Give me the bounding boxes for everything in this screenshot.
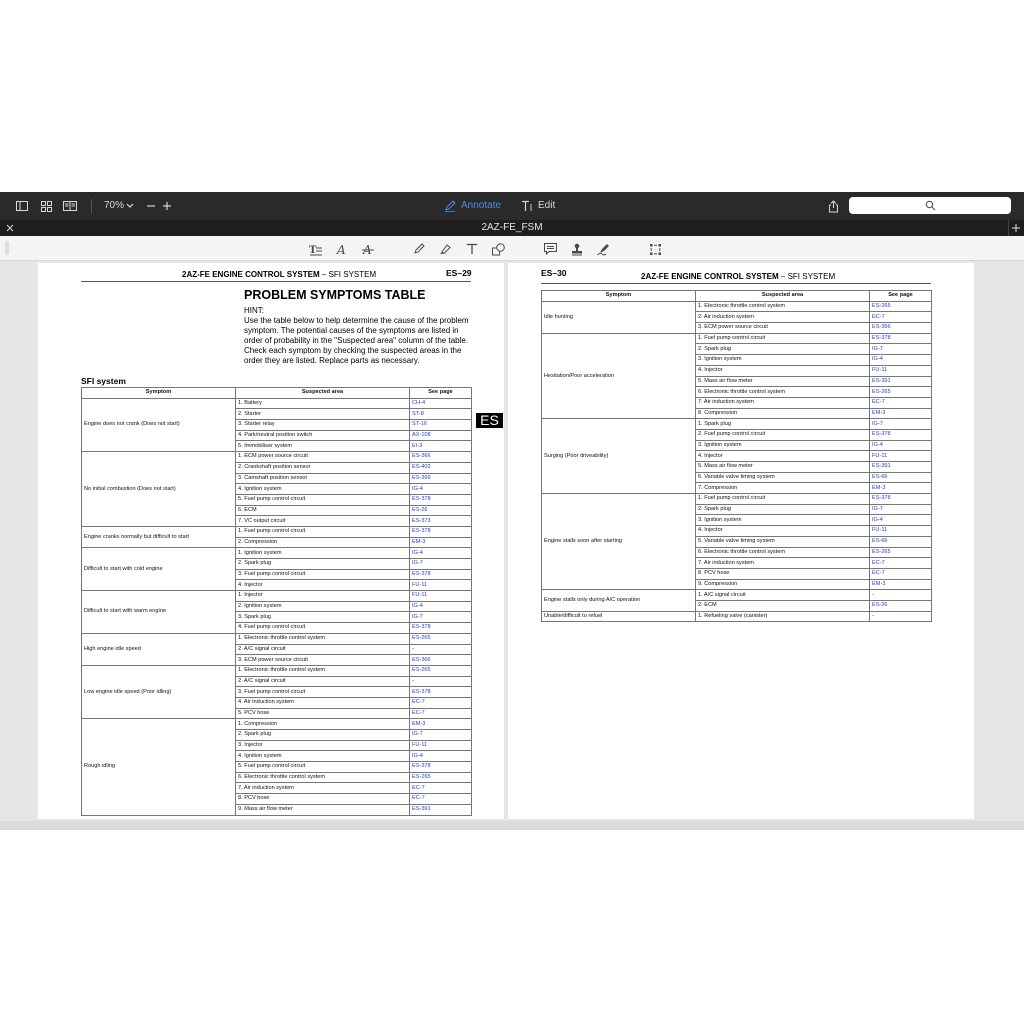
suspected-area-cell: 2. Compression <box>236 537 410 548</box>
see-page-link[interactable]: ES-366 <box>410 452 472 463</box>
zoom-level[interactable]: 70% <box>104 200 125 211</box>
see-page-link[interactable]: ES-265 <box>410 772 472 783</box>
suspected-area-cell: 2. Starter <box>236 409 410 420</box>
suspected-area-cell: 8. PCV hose <box>696 568 870 579</box>
new-tab-plus-icon[interactable] <box>1010 222 1022 234</box>
page-number: ES–30 <box>541 268 567 278</box>
suspected-area-cell: 8. PCV hose <box>236 794 410 805</box>
suspected-area-cell: 3. Spark plug <box>236 612 410 623</box>
suspected-area-cell: 1. A/C signal circuit <box>696 590 870 601</box>
see-page-link[interactable]: EM-3 <box>410 537 472 548</box>
edit-button[interactable] <box>519 192 559 220</box>
signature-icon[interactable] <box>596 242 610 256</box>
font-style-icon[interactable] <box>335 242 349 256</box>
see-page-link[interactable]: ES-265 <box>410 665 472 676</box>
see-page-link[interactable]: EC-7 <box>870 312 932 323</box>
column-header: See page <box>870 291 932 302</box>
suspected-area-cell: 2. Crankshaft position sensor <box>236 462 410 473</box>
toolbar-divider <box>91 199 92 213</box>
table-row <box>82 633 472 644</box>
suspected-area-cell: 3. Fuel pump control circuit <box>236 687 410 698</box>
share-icon[interactable] <box>826 199 840 213</box>
see-page-link[interactable]: ES-391 <box>410 804 472 815</box>
see-page-cell: - <box>870 611 932 622</box>
suspected-area-cell: 1. Electronic throttle control system <box>696 301 870 312</box>
svg-text:A: A <box>337 242 346 256</box>
pdf-page-left <box>38 263 504 819</box>
suspected-area-cell: 7. Air induction system <box>696 558 870 569</box>
see-page-link[interactable]: ES-378 <box>410 494 472 505</box>
pencil-icon[interactable] <box>412 242 426 256</box>
suspected-area-cell: 7. Air induction system <box>696 397 870 408</box>
see-page-link[interactable]: IG-7 <box>410 730 472 741</box>
suspected-area-cell: 6. Electronic throttle control system <box>236 772 410 783</box>
see-page-link[interactable]: ES-378 <box>410 687 472 698</box>
column-header: Symptom <box>542 291 696 302</box>
see-page-link[interactable]: CH-4 <box>410 398 472 409</box>
suspected-area-cell: 4. Air induction system <box>236 697 410 708</box>
see-page-link[interactable]: ES-265 <box>870 547 932 558</box>
search-icon <box>925 200 936 211</box>
suspected-area-cell: 3. ECM power source circuit <box>236 655 410 666</box>
see-page-link[interactable]: IG-4 <box>870 515 932 526</box>
see-page-link[interactable]: FU-11 <box>410 740 472 751</box>
text-edit-icon <box>520 199 534 213</box>
suspected-area-cell: 7. VC output circuit <box>236 516 410 527</box>
header-separator: – <box>321 270 327 279</box>
suspected-area-cell: 9. Compression <box>696 579 870 590</box>
see-page-link[interactable]: ES-66 <box>870 536 932 547</box>
suspected-area-cell: 3. Starter relay <box>236 420 410 431</box>
header-separator: – <box>780 272 786 281</box>
suspected-area-cell: 1. Electronic throttle control system <box>236 665 410 676</box>
note-comment-icon[interactable] <box>543 242 557 256</box>
see-page-link[interactable]: ES-402 <box>410 462 472 473</box>
see-page-link[interactable]: FU-11 <box>410 580 472 591</box>
suspected-area-cell: 4. Injector <box>696 451 870 462</box>
see-page-link[interactable]: FU-11 <box>870 365 932 376</box>
edit-label: Edit <box>538 200 556 211</box>
see-page-link[interactable]: ES-26 <box>410 505 472 516</box>
symptom-cell: Rough idling <box>82 719 236 815</box>
table-row <box>542 611 932 622</box>
suspected-area-cell: 1. Ignition system <box>236 548 410 559</box>
column-header: See page <box>410 388 472 399</box>
table-row <box>82 548 472 559</box>
pdf-page-right <box>508 263 974 819</box>
pdf-viewer-window <box>0 192 1024 830</box>
see-page-link[interactable]: ES-378 <box>410 526 472 537</box>
hint-label: HINT: <box>244 306 264 315</box>
symptoms-table <box>81 387 472 816</box>
see-page-link[interactable]: EC-7 <box>410 697 472 708</box>
strikethrough-text-icon[interactable] <box>361 242 375 256</box>
see-page-link[interactable]: ES-378 <box>870 333 932 344</box>
shapes-icon[interactable] <box>491 242 505 256</box>
table-row <box>82 452 472 463</box>
symptom-cell: Hesitation/Poor acceleration <box>542 333 696 419</box>
suspected-area-cell: 6. ECM <box>236 505 410 516</box>
sidebar-toggle-icon[interactable] <box>15 199 29 213</box>
markup-toolbar <box>0 236 1024 261</box>
see-page-link[interactable]: EC-7 <box>410 783 472 794</box>
stamp-icon[interactable] <box>570 242 584 256</box>
see-page-link[interactable]: IG-4 <box>870 355 932 366</box>
symptom-cell: Engine stalls only during A/C operation <box>542 590 696 611</box>
suspected-area-cell: 9. Mass air flow meter <box>236 804 410 815</box>
table-row <box>82 591 472 602</box>
symptom-cell: Difficult to start with cold engine <box>82 548 236 591</box>
see-page-link[interactable]: ES-378 <box>870 494 932 505</box>
table-row <box>542 494 932 505</box>
see-page-link[interactable]: IG-4 <box>410 751 472 762</box>
symptom-cell: Difficult to start with warm engine <box>82 591 236 634</box>
see-page-link[interactable]: ES-378 <box>410 762 472 773</box>
table-header-row <box>542 291 932 302</box>
see-page-link[interactable]: IG-4 <box>870 440 932 451</box>
document-title: 2AZ-FE_FSM <box>481 222 543 233</box>
suspected-area-cell: 1. Fuel pump control circuit <box>696 494 870 505</box>
zoom-dropdown-chevron-icon[interactable] <box>123 199 137 213</box>
suspected-area-cell: 2. A/C signal circuit <box>236 644 410 655</box>
symptom-cell: Engine stalls soon after starting <box>542 494 696 590</box>
bottom-scroll-area <box>0 821 1024 830</box>
symptom-cell: Surging (Poor driveability) <box>542 419 696 494</box>
suspected-area-cell: 6. Variable valve timing system <box>696 472 870 483</box>
see-page-link[interactable]: ES-366 <box>870 323 932 334</box>
see-page-link[interactable]: IG-4 <box>410 601 472 612</box>
annotate-button[interactable] <box>441 192 501 220</box>
see-page-link[interactable]: ST-16 <box>410 420 472 431</box>
table-header-row <box>82 388 472 399</box>
suspected-area-cell: 1. Compression <box>236 719 410 730</box>
suspected-area-cell: 1. Battery <box>236 398 410 409</box>
header-subtitle: SFI SYSTEM <box>787 272 836 281</box>
see-page-link[interactable]: EC-7 <box>870 568 932 579</box>
page-header <box>641 272 835 282</box>
suspected-area-cell: 7. Compression <box>696 483 870 494</box>
search-input[interactable] <box>849 197 1011 214</box>
suspected-area-cell: 7. Air induction system <box>236 783 410 794</box>
symptom-cell: No initial combustion (Does not start) <box>82 452 236 527</box>
see-page-link[interactable]: IG-7 <box>870 504 932 515</box>
see-page-link[interactable]: IG-4 <box>410 548 472 559</box>
suspected-area-cell: 3. ECM power source circuit <box>696 323 870 334</box>
page-heading: PROBLEM SYMPTOMS TABLE <box>244 288 426 302</box>
column-header: Suspected area <box>236 388 410 399</box>
suspected-area-cell: 3. Fuel pump control circuit <box>236 569 410 580</box>
table-row <box>82 526 472 537</box>
see-page-link[interactable]: ES-66 <box>870 472 932 483</box>
suspected-area-cell: 2. Fuel pump control circuit <box>696 429 870 440</box>
see-page-link[interactable]: IG-4 <box>410 484 472 495</box>
selection-marquee-icon[interactable] <box>648 242 662 256</box>
symptom-cell: Unable/difficult to refuel <box>542 611 696 622</box>
suspected-area-cell: 2. Ignition system <box>236 601 410 612</box>
column-header: Symptom <box>82 388 236 399</box>
section-title: SFI system <box>81 376 126 386</box>
see-page-link[interactable]: EM-3 <box>870 579 932 590</box>
scroll-left-indicator <box>5 241 9 255</box>
see-page-link[interactable]: ES-391 <box>870 462 932 473</box>
suspected-area-cell: 2. Spark plug <box>696 344 870 355</box>
svg-text:A: A <box>363 242 372 256</box>
suspected-area-cell: 4. Injector <box>696 526 870 537</box>
document-canvas <box>0 261 1024 821</box>
see-page-link[interactable]: ES-265 <box>410 633 472 644</box>
page-header <box>182 270 376 280</box>
table-row <box>542 333 932 344</box>
section-tab-left: ES <box>476 413 503 428</box>
suspected-area-cell: 3. Ignition system <box>696 440 870 451</box>
suspected-area-cell: 5. Fuel pump control circuit <box>236 494 410 505</box>
table-row <box>542 301 932 312</box>
table-row <box>542 590 932 601</box>
zoom-out-icon[interactable] <box>144 199 158 213</box>
see-page-link[interactable]: EC-7 <box>410 794 472 805</box>
suspected-area-cell: 5. Mass air flow meter <box>696 462 870 473</box>
see-page-link[interactable]: EM-3 <box>870 483 932 494</box>
see-page-link[interactable]: IG-7 <box>410 559 472 570</box>
column-header: Suspected area <box>696 291 870 302</box>
suspected-area-cell: 1. Refueling valve (canister) <box>696 611 870 622</box>
pen-icon <box>443 199 457 213</box>
see-page-link[interactable]: AX-108 <box>410 430 472 441</box>
see-page-link[interactable]: ST-8 <box>410 409 472 420</box>
suspected-area-cell: 2. Spark plug <box>236 559 410 570</box>
see-page-link[interactable]: ES-378 <box>870 429 932 440</box>
suspected-area-cell: 1. ECM power source circuit <box>236 452 410 463</box>
suspected-area-cell: 5. Variable valve timing system <box>696 536 870 547</box>
see-page-link[interactable]: EC-7 <box>870 558 932 569</box>
suspected-area-cell: 4. Park/neutral position switch <box>236 430 410 441</box>
table-row <box>82 719 472 730</box>
suspected-area-cell: 4. Injector <box>236 580 410 591</box>
suspected-area-cell: 2. Spark plug <box>236 730 410 741</box>
svg-text:T: T <box>309 244 317 256</box>
suspected-area-cell: 4. Injector <box>696 365 870 376</box>
see-page-link[interactable]: ES-366 <box>410 655 472 666</box>
suspected-area-cell: 3. Ignition system <box>696 355 870 366</box>
see-page-link[interactable]: EM-3 <box>870 408 932 419</box>
thumbnail-grid-icon[interactable] <box>39 199 53 213</box>
see-page-link[interactable]: FU-11 <box>870 451 932 462</box>
see-page-cell: - <box>410 644 472 655</box>
suspected-area-cell: 1. Fuel pump control circuit <box>696 333 870 344</box>
see-page-cell: - <box>870 590 932 601</box>
header-title: 2AZ-FE ENGINE CONTROL SYSTEM <box>182 270 320 279</box>
table-row <box>82 665 472 676</box>
symptoms-table <box>541 290 932 622</box>
suspected-area-cell: 5. Mass air flow meter <box>696 376 870 387</box>
see-page-link[interactable]: ES-399 <box>410 473 472 484</box>
see-page-link[interactable]: FU-11 <box>410 591 472 602</box>
annotate-label: Annotate <box>461 200 502 211</box>
see-page-link[interactable]: ES-378 <box>410 623 472 634</box>
suspected-area-cell: 4. Ignition system <box>236 484 410 495</box>
see-page-link[interactable]: ES-265 <box>870 301 932 312</box>
suspected-area-cell: 8. Compression <box>696 408 870 419</box>
suspected-area-cell: 2. Spark plug <box>696 504 870 515</box>
suspected-area-cell: 2. ECM <box>696 600 870 611</box>
see-page-link[interactable]: ES-26 <box>870 600 932 611</box>
header-rule <box>81 281 471 282</box>
suspected-area-cell: 3. Injector <box>236 740 410 751</box>
suspected-area-cell: 1. Fuel pump control circuit <box>236 526 410 537</box>
see-page-link[interactable]: EC-7 <box>410 708 472 719</box>
main-toolbar <box>0 192 1024 220</box>
header-subtitle: SFI SYSTEM <box>328 270 377 279</box>
suspected-area-cell: 5. PCV hose <box>236 708 410 719</box>
symptom-cell: Low engine idle speed (Poor idling) <box>82 665 236 718</box>
suspected-area-cell: 1. Injector <box>236 591 410 602</box>
suspected-area-cell: 1. Electronic throttle control system <box>236 633 410 644</box>
see-page-link[interactable]: IG-7 <box>410 612 472 623</box>
highlighter-icon[interactable] <box>438 242 452 256</box>
symptom-cell: Engine cranks normally but difficult to start <box>82 526 236 547</box>
suspected-area-cell: 3. Camshaft position sensor <box>236 473 410 484</box>
page-number: ES–29 <box>446 268 472 278</box>
suspected-area-cell: 4. Ignition system <box>236 751 410 762</box>
table-row <box>82 398 472 409</box>
suspected-area-cell: 2. A/C signal circuit <box>236 676 410 687</box>
document-tab-bar <box>0 220 1024 236</box>
see-page-link[interactable]: ES-265 <box>870 387 932 398</box>
see-page-link[interactable]: EC-7 <box>870 397 932 408</box>
see-page-cell: - <box>410 676 472 687</box>
header-title: 2AZ-FE ENGINE CONTROL SYSTEM <box>641 272 779 281</box>
see-page-link[interactable]: IG-7 <box>870 344 932 355</box>
suspected-area-cell: 4. Fuel pump control circuit <box>236 623 410 634</box>
text-box-icon[interactable] <box>465 242 479 256</box>
suspected-area-cell: 2. Air induction system <box>696 312 870 323</box>
see-page-link[interactable]: ES-373 <box>410 516 472 527</box>
see-page-link[interactable]: FU-11 <box>870 526 932 537</box>
see-page-link[interactable]: ES-391 <box>870 376 932 387</box>
suspected-area-cell: 6. Electronic throttle control system <box>696 547 870 558</box>
header-rule <box>541 283 931 284</box>
symptom-cell: Idle hunting <box>542 301 696 333</box>
see-page-link[interactable]: IG-7 <box>870 419 932 430</box>
text-style-icon[interactable] <box>309 242 323 256</box>
suspected-area-cell: 6. Electronic throttle control system <box>696 387 870 398</box>
see-page-link[interactable]: EM-3 <box>410 719 472 730</box>
hint-text: Use the table below to help determine the cause of the problem symptom. The potential causes of the symptoms are listed in order of probability in the "Suspected area" column of the table. Check each symptom by checking the suspected areas in the order they are listed. Replace parts as necessary. <box>244 316 469 365</box>
symptom-cell: Engine does not crank (Does not start) <box>82 398 236 451</box>
tab-divider <box>1008 220 1009 236</box>
suspected-area-cell: 3. Ignition system <box>696 515 870 526</box>
zoom-in-icon[interactable] <box>160 199 174 213</box>
see-page-link[interactable]: ES-378 <box>410 569 472 580</box>
suspected-area-cell: 1. Spark plug <box>696 419 870 430</box>
suspected-area-cell: 5. Fuel pump control circuit <box>236 762 410 773</box>
suspected-area-cell: 5. Immobiliser system <box>236 441 410 452</box>
two-page-view-icon[interactable] <box>63 199 77 213</box>
see-page-link[interactable]: EI-3 <box>410 441 472 452</box>
symptom-cell: High engine idle speed <box>82 633 236 665</box>
table-row <box>542 419 932 430</box>
